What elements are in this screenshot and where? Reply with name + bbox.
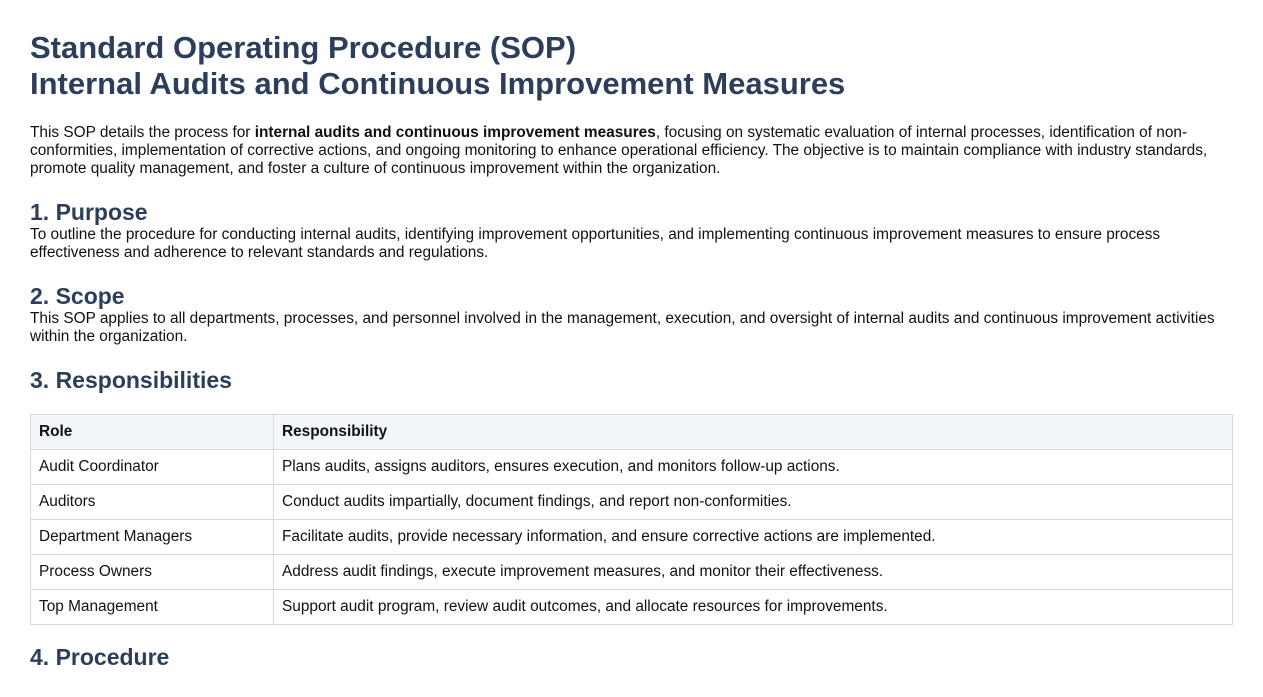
scope-text: This SOP applies to all departments, processes, and personnel involved in the management, execution, and oversight of internal audits and continuous improvement activities within the organization. <box>30 310 1215 345</box>
title-line-1: Standard Operating Procedure (SOP) <box>30 30 577 65</box>
page-title <box>30 30 1233 102</box>
scope-heading: 2. Scope <box>30 283 125 309</box>
responsibility-cell: Facilitate audits, provide necessary information, and ensure corrective actions are implemented. <box>274 520 1233 555</box>
intro-bold: internal audits and continuous improvement measures <box>254 124 656 141</box>
role-cell: Auditors <box>31 485 274 520</box>
role-cell: Department Managers <box>31 520 274 555</box>
responsibility-cell: Support audit program, review audit outcomes, and allocate resources for improvements. <box>274 590 1233 625</box>
responsibility-cell: Plans audits, assigns auditors, ensures execution, and monitors follow-up actions. <box>274 450 1233 485</box>
intro-paragraph <box>30 124 1233 178</box>
table-row <box>31 520 1233 555</box>
purpose-text: To outline the procedure for conducting internal audits, identifying improvement opportunities, and implementing continuous improvement measures to ensure process effectiveness and adherence to relevant standards and regulations. <box>30 226 1161 261</box>
intro-suffix: , focusing on systematic evaluation of internal processes, identification of non-conformities, implementation of corrective actions, and ongoing monitoring to enhance operational efficiency. The objective is to maintain compliance with industry standards, promote quality management, and foster a culture of continuous improvement within the organization. <box>30 124 1208 177</box>
table-row <box>31 450 1233 485</box>
purpose-heading: 1. Purpose <box>30 199 148 225</box>
responsibility-cell: Conduct audits impartially, document findings, and report non-conformities. <box>274 485 1233 520</box>
intro-prefix: This SOP details the process for <box>30 124 255 141</box>
responsibility-cell: Address audit findings, execute improvement measures, and monitor their effectiveness. <box>274 555 1233 590</box>
role-cell: Process Owners <box>31 555 274 590</box>
table-row <box>31 555 1233 590</box>
column-header-role: Role <box>31 415 274 450</box>
role-cell: Audit Coordinator <box>31 450 274 485</box>
role-cell: Top Management <box>31 590 274 625</box>
responsibilities-table <box>30 414 1233 625</box>
table-row <box>31 590 1233 625</box>
column-header-responsibility: Responsibility <box>274 415 1233 450</box>
table-header-row <box>31 415 1233 450</box>
procedure-heading: 4. Procedure <box>30 644 170 670</box>
title-line-2: Internal Audits and Continuous Improvement Measures <box>30 66 846 101</box>
responsibilities-heading: 3. Responsibilities <box>30 367 232 393</box>
table-row <box>31 485 1233 520</box>
